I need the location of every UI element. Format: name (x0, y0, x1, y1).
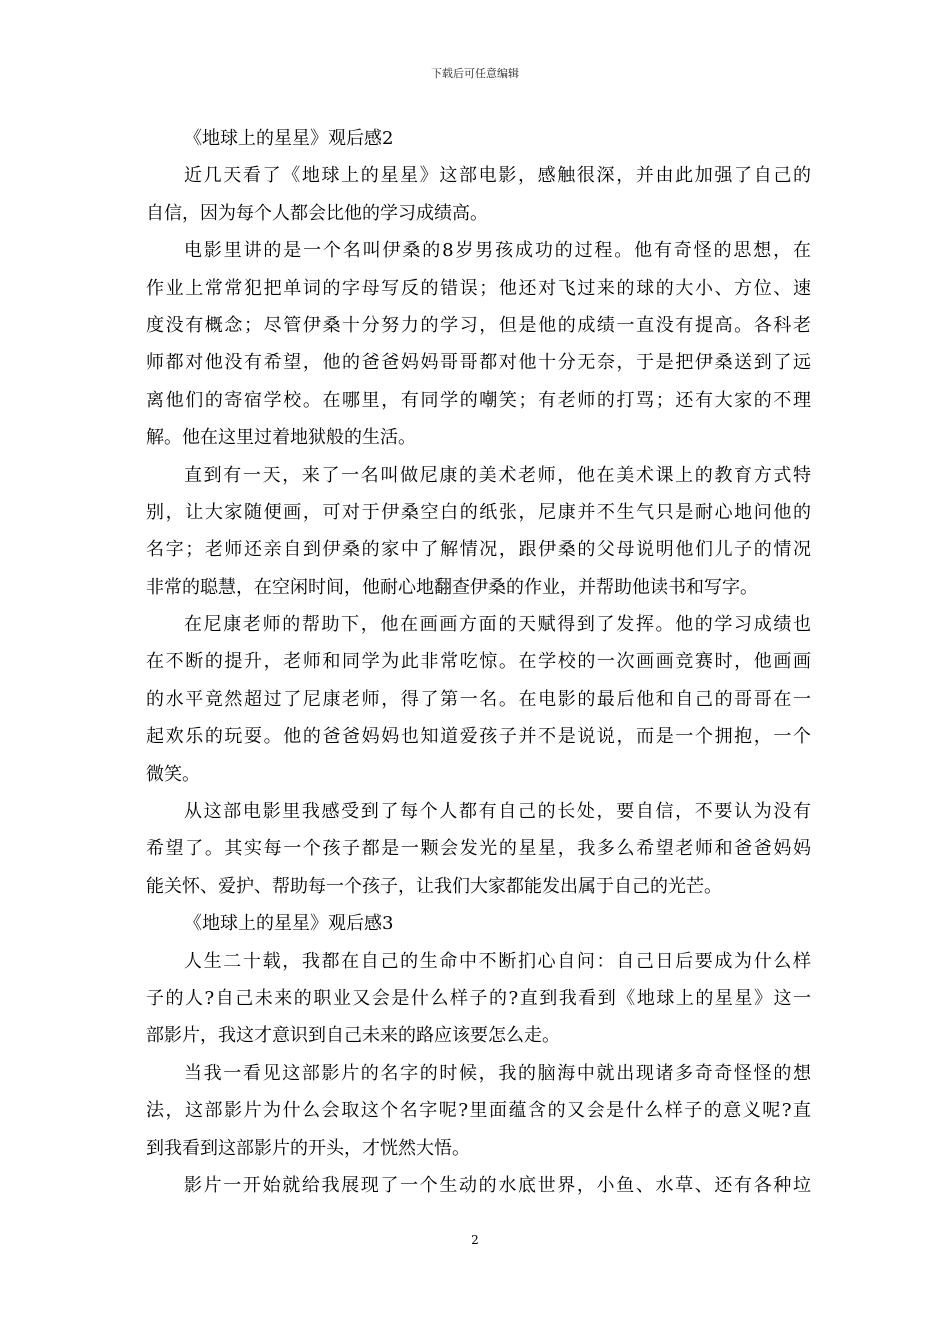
text-line: 师都对他没有希望，他的爸爸妈妈哥哥都对他十分无奈，于是把伊桑送到了远 (146, 352, 811, 374)
text-line: 非常的聪慧，在空闲时间，他耐心地翻查伊桑的作业，并帮助他读书和写字。 (146, 576, 758, 598)
text-line: 部影片，我这才意识到自己未来的路应该要怎么走。 (146, 1025, 560, 1047)
text-line: 影片一开始就给我展现了一个生动的水底世界，小鱼、水草、还有各种垃 (184, 1174, 811, 1196)
text-line: 的水平竟然超过了尼康老师，得了第一名。在电影的最后他和自己的哥哥在一 (146, 688, 811, 710)
text-line: 能关怀、爱护、帮助每一个孩子，让我们大家都能发出属于自己的光芒。 (146, 875, 722, 897)
text-line: 直到有一天，来了一名叫做尼康的美术老师，他在美术课上的教育方式特 (184, 464, 811, 486)
document-body (146, 120, 811, 1204)
text-line: 名字；老师还亲自到伊桑的家中了解情况，跟伊桑的父母说明他们儿子的情况 (146, 539, 811, 561)
text-line: 在尼康老师的帮助下，他在画画方面的天赋得到了发挥。他的学习成绩也 (184, 614, 811, 636)
text-line: 别，让大家随便画，可对于伊桑空白的纸张，尼康并不生气只是耐心地问他的 (146, 501, 811, 523)
text-line: 到我看到这部影片的开头，才恍然大悟。 (146, 1137, 470, 1159)
section-title: 《地球上的星星》观后感3 (184, 913, 394, 935)
text-line: 解。他在这里过着地狱般的生活。 (146, 427, 416, 449)
text-line: 从这部电影里我感受到了每个人都有自己的长处，要自信，不要认为没有 (184, 801, 811, 823)
text-line: 近几天看了《地球上的星星》这部电影，感触很深，并由此加强了自己的 (184, 165, 811, 187)
text-line: 微笑。 (146, 763, 200, 785)
text-line: 自信，因为每个人都会比他的学习成绩高。 (146, 202, 488, 224)
text-line: 希望了。其实每一个孩子都是一颗会发光的星星，我多么希望老师和爸爸妈妈 (146, 838, 811, 860)
text-line: 起欢乐的玩耍。他的爸爸妈妈也知道爱孩子并不是说说，而是一个拥抱，一个 (146, 726, 811, 748)
text-line: 法，这部影片为什么会取这个名字呢?里面蕴含的又会是什么样子的意义呢?直 (146, 1100, 811, 1122)
text-line: 度没有概念；尽管伊桑十分努力的学习，但是他的成绩一直没有提高。各科老 (146, 314, 811, 336)
text-line: 人生二十载，我都在自己的生命中不断扪心自问：自己日后要成为什么样 (184, 950, 811, 972)
page-header: 下载后可任意编辑 (431, 67, 519, 80)
text-line: 子的人?自己未来的职业又会是什么样子的?直到我看到《地球上的星星》这一 (146, 987, 811, 1009)
text-line: 离他们的寄宿学校。在哪里，有同学的嘲笑；有老师的打骂；还有大家的不理 (146, 389, 811, 411)
section-title: 《地球上的星星》观后感2 (184, 128, 394, 149)
text-line: 当我一看见这部影片的名字的时候，我的脑海中就出现诸多奇奇怪怪的想 (184, 1062, 811, 1084)
page-number: 2 (471, 1233, 479, 1247)
text-line: 在不断的提升，老师和同学为此非常吃惊。在学校的一次画画竞赛时，他画画 (146, 651, 811, 673)
text-line: 电影里讲的是一个名叫伊桑的8岁男孩成功的过程。他有奇怪的思想，在 (184, 240, 811, 262)
text-line: 作业上常常犯把单词的字母写反的错误；他还对飞过来的球的大小、方位、速 (146, 277, 811, 299)
